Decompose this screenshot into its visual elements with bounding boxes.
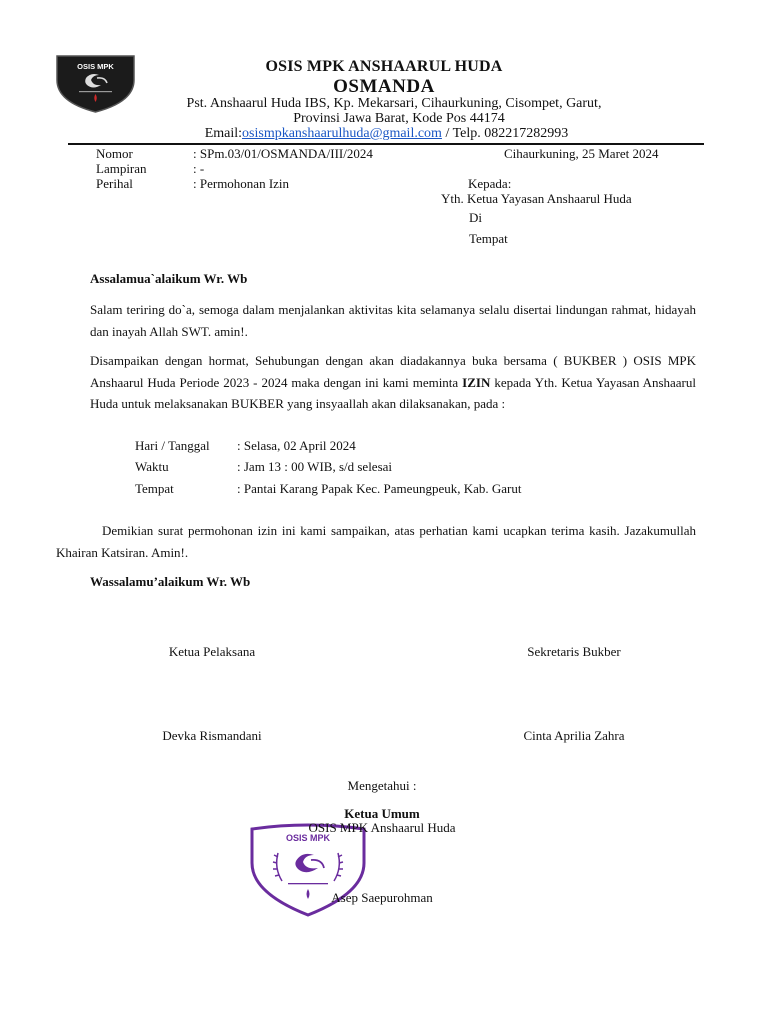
chair-organization: OSIS MPK Anshaarul Huda <box>308 820 456 835</box>
right-signer-name: Cinta Aprilia Zahra <box>523 728 625 743</box>
recipient: Yth. Ketua Yayasan Anshaarul Huda <box>441 191 632 206</box>
lampiran-value: : - <box>193 161 205 176</box>
closing-paragraph: Demikian surat permohonan izin ini kami sampaikan, atas perhatian kami ucapkan terima kasih. Jazakumullah Khairan Katsiran. Amin!. <box>56 523 696 560</box>
paragraph-2-end: kepada Yth. Ketua Yayasan Anshaarul Huda untuk melaksanakan BUKBER yang insyaallah akan dilaksanakan, pada : <box>90 374 696 411</box>
acknowledged-label: Mengetahui : <box>347 778 417 793</box>
address-line-2: Provinsi Jawa Barat, Kode Pos 44174 <box>293 111 505 126</box>
header-divider <box>68 143 704 145</box>
farewell: Wassalamu’alaikum Wr. Wb <box>90 574 251 589</box>
logo-text: OSIS MPK <box>77 62 114 71</box>
paragraph-2-start: Disampaikan dengan hormat, Sehubungan dengan akan diadakannya buka bersama ( BUKBER ) OSIS MPK Anshaarul Huda Periode 2023 - 2024 maka dengan ini kami meminta <box>90 353 696 390</box>
chair-name: Asep Saepurohman <box>331 890 433 905</box>
greeting: Assalamua`alaikum Wr. Wb <box>90 271 248 286</box>
detail-label-time: Waktu <box>135 459 169 474</box>
chair-title: Ketua Umum <box>344 806 420 821</box>
di-label: Di <box>469 210 482 225</box>
address-line-1: Pst. Anshaarul Huda IBS, Kp. Mekarsari, Cihaurkuning, Cisompet, Garut, <box>186 96 602 111</box>
detail-value-place: : Pantai Karang Papak Kec. Pameungpeuk, Kab. Garut <box>237 481 522 496</box>
contact-line <box>0 126 768 142</box>
detail-label-place: Tempat <box>135 481 174 496</box>
perihal-label: Perihal <box>96 176 133 191</box>
nomor-label: Nomor <box>96 146 133 161</box>
nomor-value: : SPm.03/01/OSMANDA/III/2024 <box>193 146 373 161</box>
lampiran-label: Lampiran <box>96 161 147 176</box>
tempat-label: Tempat <box>469 231 508 246</box>
email-label: Email: <box>204 126 243 141</box>
phone-text: / Telp. 082217282993 <box>441 126 569 141</box>
place-date: Cihaurkuning, 25 Maret 2024 <box>504 146 659 161</box>
detail-value-date: : Selasa, 02 April 2024 <box>237 438 356 453</box>
kepada-label: Kepada: <box>468 176 512 191</box>
org-name: OSIS MPK ANSHAARUL HUDA <box>265 58 503 75</box>
org-short-name: OSMANDA <box>333 76 435 97</box>
detail-value-time: : Jam 13 : 00 WIB, s/d selesai <box>237 459 393 474</box>
izin-word: IZIN <box>462 374 491 390</box>
paragraph-2 <box>90 350 696 415</box>
stamp-text: OSIS MPK <box>285 833 331 843</box>
right-signer-title: Sekretaris Bukber <box>527 644 621 659</box>
left-signer-title: Ketua Pelaksana <box>168 644 256 659</box>
left-signer-name: Devka Rismandani <box>162 728 262 743</box>
email-link[interactable]: osismpkanshaarulhuda@gmail.com <box>242 126 442 141</box>
detail-label-date: Hari / Tanggal <box>135 438 210 453</box>
paragraph-1: Salam teriring do`a, semoga dalam menjalankan aktivitas kita selamanya selalu disertai lindungan rahmat, hidayah dan inayah Allah SWT. amin!. <box>90 302 696 339</box>
perihal-value: : Permohonan Izin <box>193 176 290 191</box>
